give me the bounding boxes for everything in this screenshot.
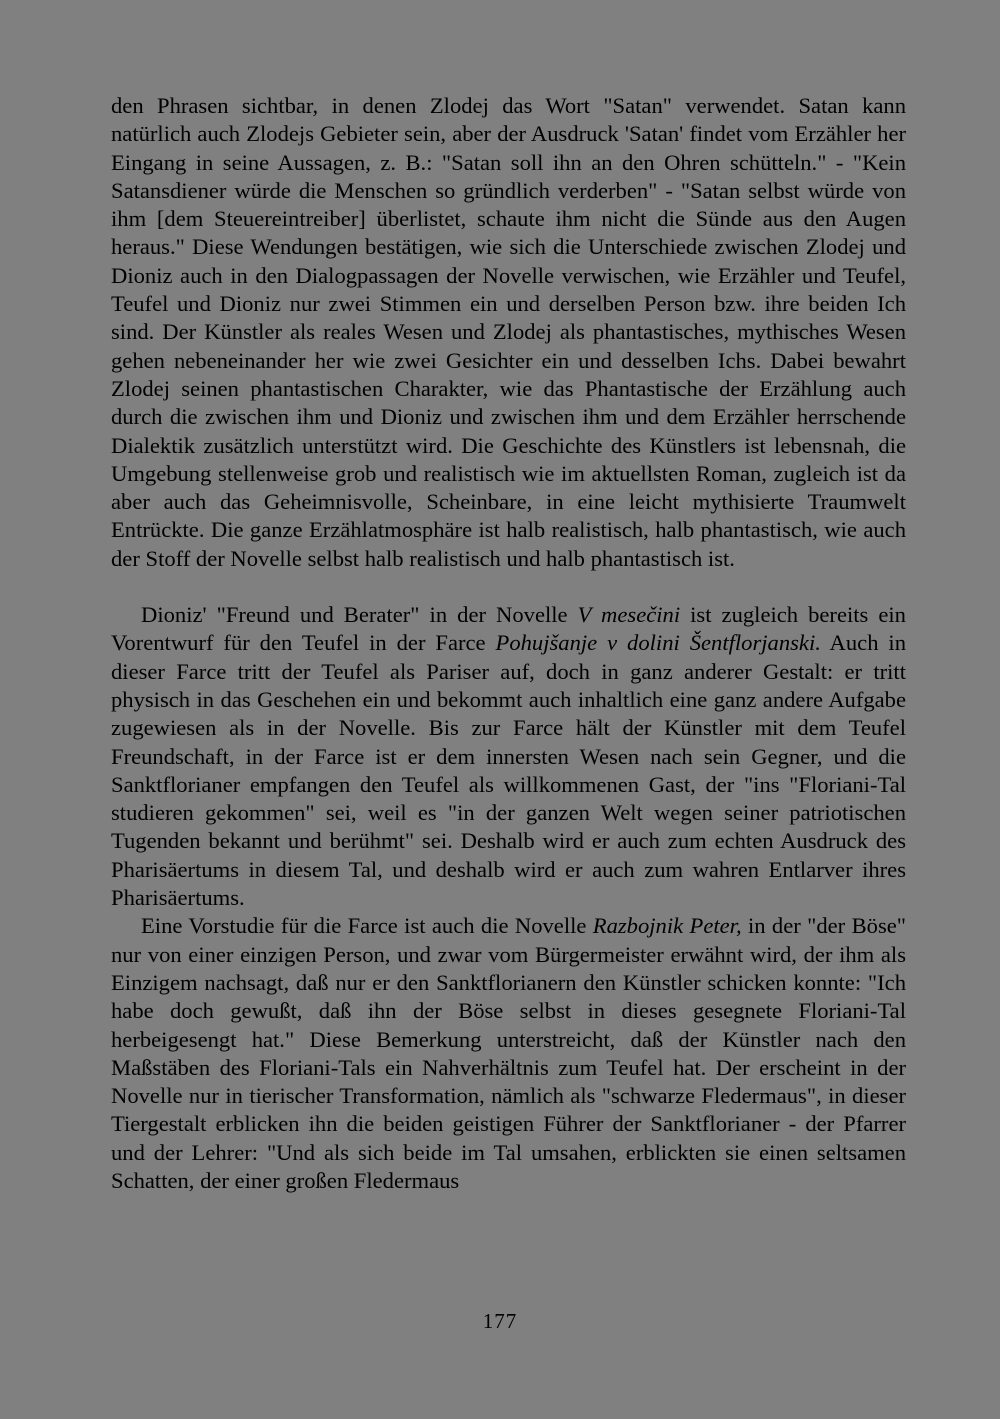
paragraph-3-text-b: in der "der Böse" nur von einer einzigen Person, und zwar vom Bürgermeister erwähnt wird, der ihm als Einzigem nachsagt, daß nur er den Sanktflorianern den Künstler schicken konnte: "Ich habe doch gewußt, daß ihn der Böse selbst in dieses gesegnete Floriani-Tal herbeigesengt hat." Diese Bemerkung unterstreicht, daß der Künstler nach den Maßstäben des Floriani-Tals ein Nahverhältnis zum Teufel hat. Der erscheint in der Novelle nur in tierischer Transformation, nämlich als "schwarze Fledermaus", in dieser Tiergestalt erblicken ihn die beiden geistigen Führer der Sanktflorianer - der Pfarrer und der Lehrer: "Und als sich beide im Tal umsahen, erblickten sie einen seltsamen Schatten, der einer großen Fledermaus <box>111 913 906 1193</box>
title-pohujsanje: Pohujšanje v dolini Šentflorjanski. <box>495 630 821 656</box>
paragraph-3 <box>111 912 906 1195</box>
document-body <box>111 92 906 1195</box>
paragraph-2 <box>111 601 906 912</box>
paragraph-1 <box>111 92 906 573</box>
paragraph-2-text-a: Dioniz' "Freund und Berater" in der Novelle <box>141 602 578 628</box>
page-number: 177 <box>482 1309 518 1333</box>
paragraph-1-text: den Phrasen sichtbar, in denen Zlodej das Wort "Satan" verwendet. Satan kann natürlich auch Zlodejs Gebieter sein, aber der Ausdruck 'Satan' findet vom Erzähler her Eingang in seine Aussagen, z. B.: "Satan soll ihn an den Ohren schütteln." - "Kein Satansdiener würde die Menschen so gründlich verderben" - "Satan selbst würde von ihm [dem Steuereintreiber] überlistet, schaute ihm nicht die Sünde aus den Augen heraus." Diese Wendungen bestätigen, wie sich die Unterschiede zwischen Zlodej und Dioniz auch in den Dialogpassagen der Novelle verwischen, wie Erzähler und Teufel, Teufel und Dioniz nur zwei Stimmen ein und derselben Person bzw. ihre beiden Ich sind. Der Künstler als reales Wesen und Zlodej als phantastisches, mythisches Wesen gehen nebeneinander her wie zwei Gesichter ein und desselben Ichs. Dabei bewahrt Zlodej seinen phantastischen Charakter, wie das Phantastische der Erzählung auch durch die zwischen ihm und Dioniz und zwischen ihm und dem Erzähler herrschende Dialektik zusätzlich unterstützt wird. Die Geschichte des Künstlers ist lebensnah, die Umgebung stellenweise grob und realistisch wie im aktuellsten Roman, zugleich ist da aber auch das Geheimnisvolle, Scheinbare, in eine leicht mythisierte Traumwelt Entrückte. Die ganze Erzählatmosphäre ist halb realistisch, halb phantastisch, wie auch der Stoff der Novelle selbst halb realistisch und halb phantastisch ist. <box>111 93 906 571</box>
title-v-mesecini: V mesečini <box>577 602 681 628</box>
paragraph-3-text-a: Eine Vorstudie für die Farce ist auch die Novelle <box>141 913 593 939</box>
paragraph-2-text-c: Auch in dieser Farce tritt der Teufel als Pariser auf, doch in ganz anderer Gestalt: er tritt physisch in das Geschehen ein und bekommt auch inhaltlich eine ganz andere Aufgabe zugewiesen als in der Novelle. Bis zur Farce hält der Künstler mit dem Teufel Freundschaft, in der Farce ist er dem innersten Wesen nach sein Gegner, und die Sanktflorianer empfangen den Teufel als willkommenen Gast, der "ins "Floriani-Tal studieren gekommen" sei, weil es "in der ganzen Welt wegen seiner patriotischen Tugenden bekannt und berühmt" sei. Deshalb wird er auch zum echten Ausdruck des Pharisäertums in diesem Tal, und deshalb wird er auch zum wahren Entlarver ihres Pharisäertums. <box>111 630 906 911</box>
paragraph-2-text-b: ist zugleich bereits ein Vorentwurf für den Teufel in der Farce <box>111 602 906 656</box>
title-razbojnik-peter: Razbojnik Peter, <box>592 913 742 939</box>
